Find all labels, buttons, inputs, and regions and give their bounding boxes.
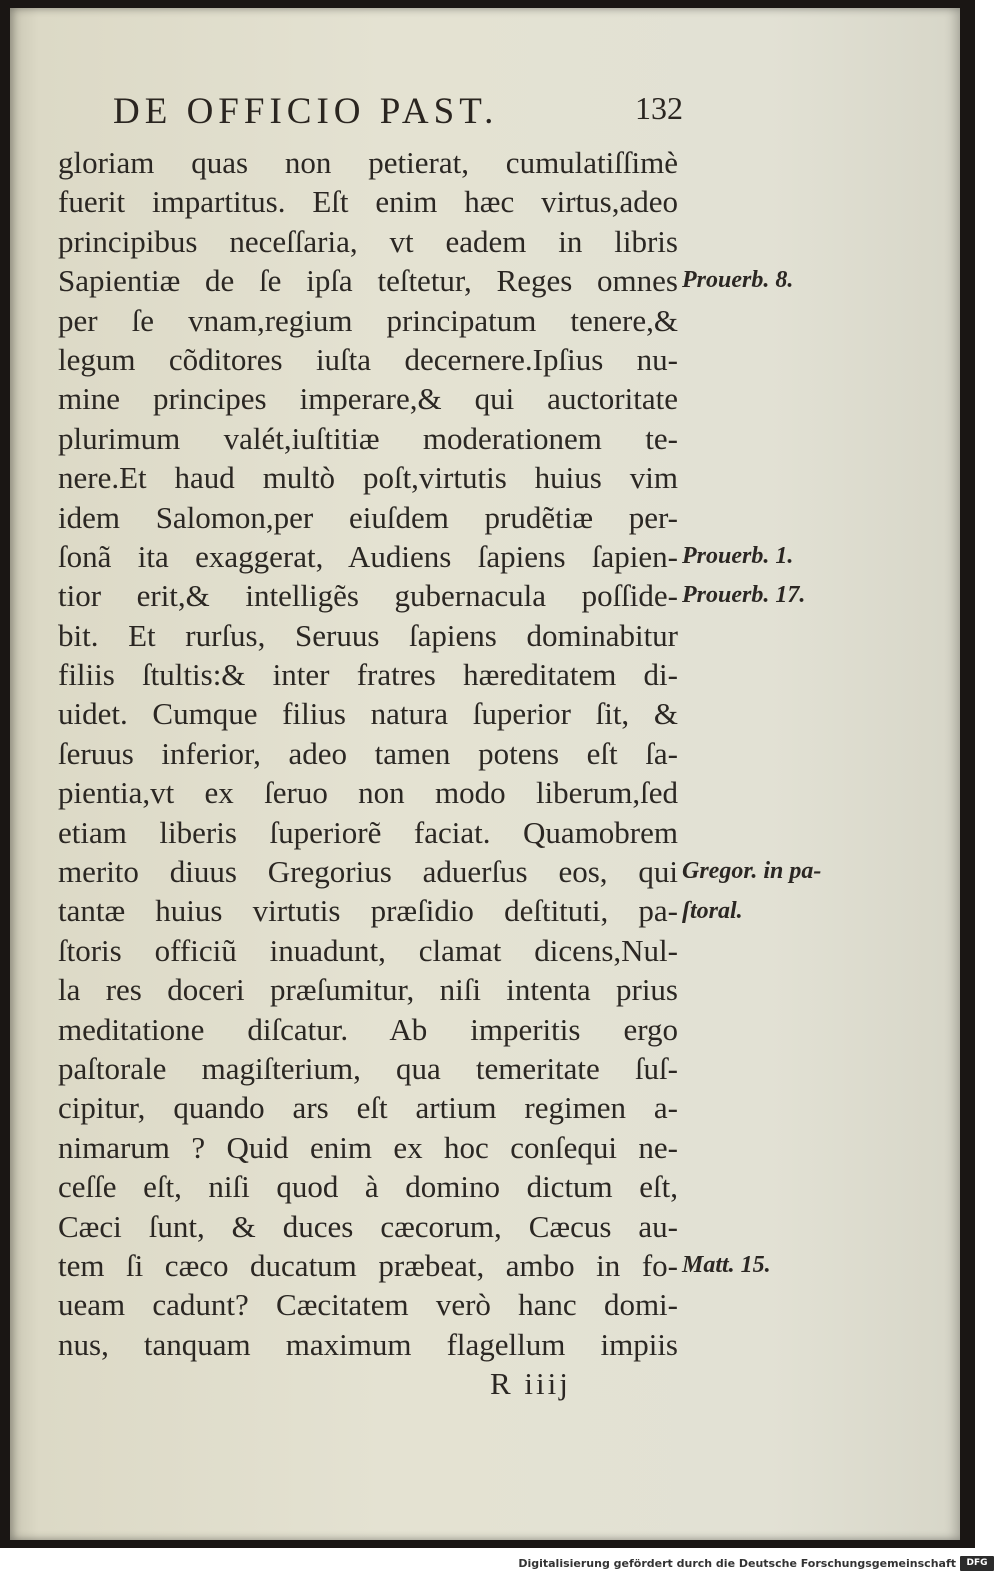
page-header <box>113 90 683 140</box>
text-line: la res doceri præſumitur, niſi intenta prius <box>58 972 678 1008</box>
text-line: principibus neceſſaria, vt eadem in libris <box>58 223 678 259</box>
text-line: idem Salomon,per eiuſdem prudẽtiæ per- <box>58 499 678 535</box>
text-line: legum cõditores iuſta decernere.Ipſius nu- <box>58 341 678 377</box>
body-text <box>58 143 678 1364</box>
text-line: cipitur, quando ars eſt artium regimen a- <box>58 1090 678 1126</box>
text-line: filiis ſtultis:& inter fratres hæreditatem di- <box>58 657 678 693</box>
text-line: Sapientiæ de ſe ipſa teſtetur, Reges omnes <box>58 263 678 299</box>
text-line: tior erit,& intelligẽs gubernacula poſſide- <box>58 578 678 614</box>
text-line: ceſſe eſt, niſi quod à domino dictum eſt, <box>58 1169 678 1205</box>
signature-mark: R iiij <box>490 1366 571 1401</box>
text-line: ſtoris officiũ inuadunt, clamat dicens,Nul- <box>58 932 678 968</box>
text-line: pientia,vt ex ſeruo non modo liberum,ſed <box>58 775 678 811</box>
text-line: mine principes imperare,& qui auctoritate <box>58 381 678 417</box>
text-line: plurimum valét,iuſtitiæ moderationem te- <box>58 420 678 456</box>
marginal-note: Gregor. in pa- <box>682 858 822 885</box>
text-line: uidet. Cumque filius natura ſuperior ſit, & <box>58 696 678 732</box>
text-line: Cæci ſunt, & duces cæcorum, Cæcus au- <box>58 1208 678 1244</box>
text-line: ueam cadunt? Cæcitatem verò hanc domi- <box>58 1287 678 1323</box>
text-line: nimarum ? Quid enim ex hoc conſequi ne- <box>58 1129 678 1165</box>
marginal-note: Matt. 15. <box>682 1252 771 1279</box>
text-line: etiam liberis ſuperiorẽ faciat. Quamobrem <box>58 814 678 850</box>
text-line: per ſe vnam,regium principatum tenere,& <box>58 302 678 338</box>
marginal-note: ſtoral. <box>682 897 743 924</box>
text-line: gloriam quas non petierat, cumulatiſſimè <box>58 145 678 180</box>
dfg-logo: DFG <box>960 1556 994 1571</box>
text-line: tantæ huius virtutis præſidio deſtituti, pa- <box>58 893 678 929</box>
text-line: nus, tanquam maximum flagellum impiis <box>58 1326 678 1362</box>
text-line: ſeruus inferior, adeo tamen potens eſt ſa- <box>58 735 678 771</box>
book-page <box>10 8 960 1540</box>
text-line: ſonã ita exaggerat, Audiens ſapiens ſapien- <box>58 538 678 574</box>
footer-credit: Digitalisierung gefördert durch die Deutsche Forschungsgemeinschaft <box>518 1557 956 1570</box>
marginal-note: Prouerb. 17. <box>682 582 806 609</box>
text-line: bit. Et rurſus, Seruus ſapiens dominabitur <box>58 617 678 653</box>
running-title: DE OFFICIO PAST. <box>113 91 499 132</box>
text-line: merito diuus Gregorius aduerſus eos, qui <box>58 854 678 890</box>
folio-number: 132 <box>635 90 683 126</box>
text-line: meditatione diſcatur. Ab imperitis ergo <box>58 1011 678 1047</box>
marginal-note: Prouerb. 1. <box>682 543 794 569</box>
text-line: nere.Et haud multò poſt,virtutis huius vim <box>58 460 678 496</box>
text-line: fuerit impartitus. Eſt enim hæc virtus,adeo <box>58 184 678 220</box>
digitization-footer <box>0 1548 1000 1580</box>
text-line: paſtorale magiſterium, qua temeritate ſuſ- <box>58 1050 678 1086</box>
text-line: tem ſi cæco ducatum præbeat, ambo in fo- <box>58 1247 678 1283</box>
marginal-note: Prouerb. 8. <box>682 267 794 294</box>
